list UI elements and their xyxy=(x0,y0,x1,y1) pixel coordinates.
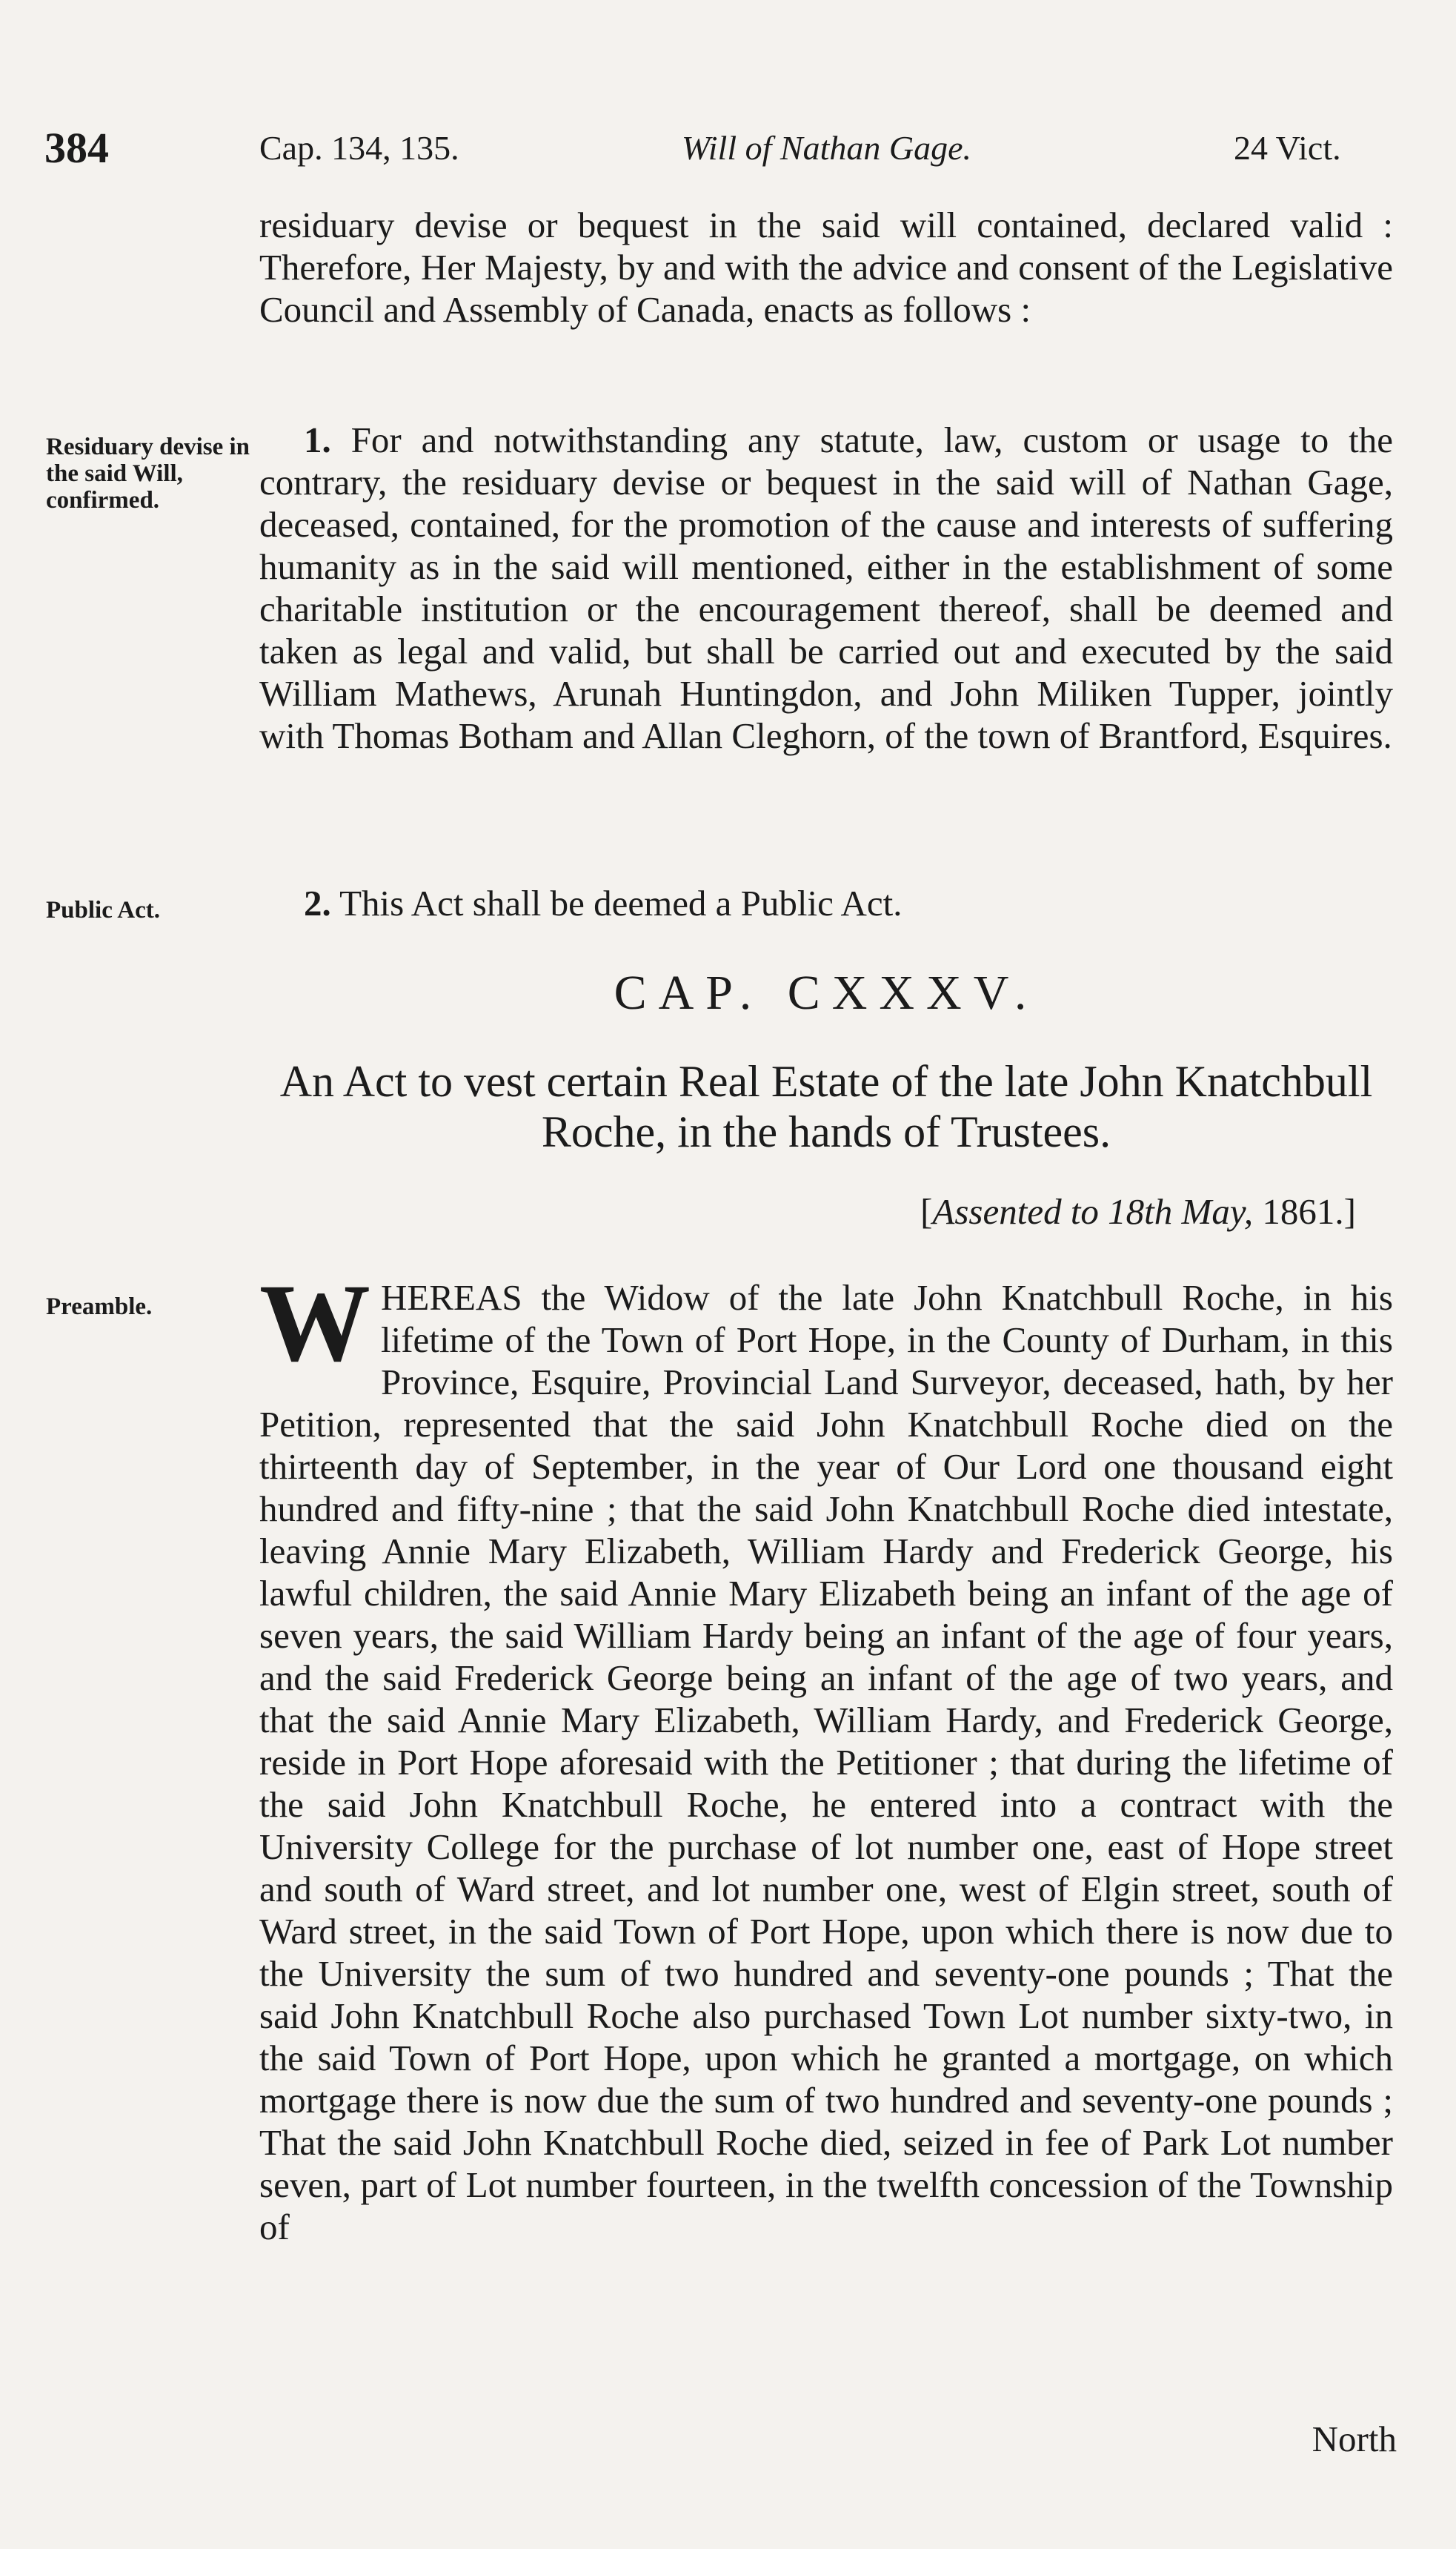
assent-italic: Assented to 18th May, xyxy=(932,1191,1254,1232)
section-1-number: 1. xyxy=(304,420,331,460)
chapter-heading: CAP. CXXXV. xyxy=(614,966,1039,1020)
assent-date xyxy=(259,1190,1356,1234)
running-header xyxy=(44,126,1400,185)
chapter-reference: Cap. 134, 135. xyxy=(259,129,459,167)
drop-cap: W xyxy=(259,1262,370,1385)
margin-note-section-2: Public Act. xyxy=(46,897,160,924)
act-title: An Act to vest certain Real Estate of the late John Knatchbull Roche, in the hands of Trustees. xyxy=(279,1057,1373,1156)
margin-note-preamble: Preamble. xyxy=(46,1293,153,1320)
section-2-number: 2. xyxy=(304,883,331,924)
page-number: 384 xyxy=(44,124,109,172)
running-title: Will of Nathan Gage. xyxy=(682,129,971,167)
assent-open-bracket: [ xyxy=(920,1191,933,1232)
intro-paragraph: residuary devise or bequest in the said will contained, declared valid : Therefore, Her Majesty, by and with the advice and consent of the Legislative Council and Assembly of Canada, enacts as follows : xyxy=(259,205,1393,330)
preamble-text: HEREAS the Widow of the late John Knatchbull Roche, in his lifetime of the Town of Port Hope, in the County of Durham, in this Province, Esquire, Provincial Land Surveyor, deceased, hath, by her Petition, represented that the said John Knatchbull Roche died on the thirteenth day of September, in the year of Our Lord one thousand eight hundred and fifty-nine ; that the said John Knatchbull Roche died intestate, leaving Annie Mary Elizabeth, William Hardy and Frederick George, his lawful children, the said Annie Mary Elizabeth being an infant of the age of seven years, the said William Hardy being an infant of the age of four years, and the said Frederick George being an infant of the age of two years, and that the said Annie Mary Elizabeth, William Hardy, and Frederick George, reside in Port Hope aforesaid with the Petitioner ; that during the lifetime of the said John Knatchbull Roche, he entered into a contract with the University College for the purchase of lot number one, east of Hope street and south of Ward street, and lot number one, west of Elgin street, south of Ward street, in the said Town of Port Hope, upon which there is now due to the University the sum of two hundred and seventy-one pounds ; That the said John Knatchbull Roche also purchased Town Lot number sixty-two, in the said Town of Port Hope, upon which he granted a mortgage, on which mortgage there is now due the sum of two hundred and seventy-one pounds ; That the said John Knatchbull Roche died, seized in fee of Park Lot number seven, part of Lot number fourteen, in the twelfth concession of the Township of xyxy=(259,1277,1393,2247)
regnal-year: 24 Vict. xyxy=(1234,129,1341,167)
catchword: North xyxy=(1312,2419,1397,2459)
section-1-text: For and notwithstanding any statute, law, custom or usage to the contrary, the residuary devise or bequest in the said will of Nathan Gage, deceased, contained, for the promotion of the cause and interests of suffering humanity as in the said will mentioned, either in the establishment of some charitable institution or the encouragement thereof, shall be deemed and taken as legal and valid, but shall be carried out and executed by the said William Mathews, Arunah Huntingdon, and John Miliken Tupper, jointly with Thomas Botham and Allan Cleghorn, of the town of Brantford, Esquires. xyxy=(259,420,1394,756)
assent-year: 1861.] xyxy=(1253,1191,1356,1232)
section-1 xyxy=(259,419,1393,757)
section-2 xyxy=(259,882,1393,924)
margin-note-section-1: Residuary devise in the said Will, confirmed. xyxy=(46,434,250,514)
preamble xyxy=(259,1262,1393,2248)
section-2-text: This Act shall be deemed a Public Act. xyxy=(339,883,902,924)
